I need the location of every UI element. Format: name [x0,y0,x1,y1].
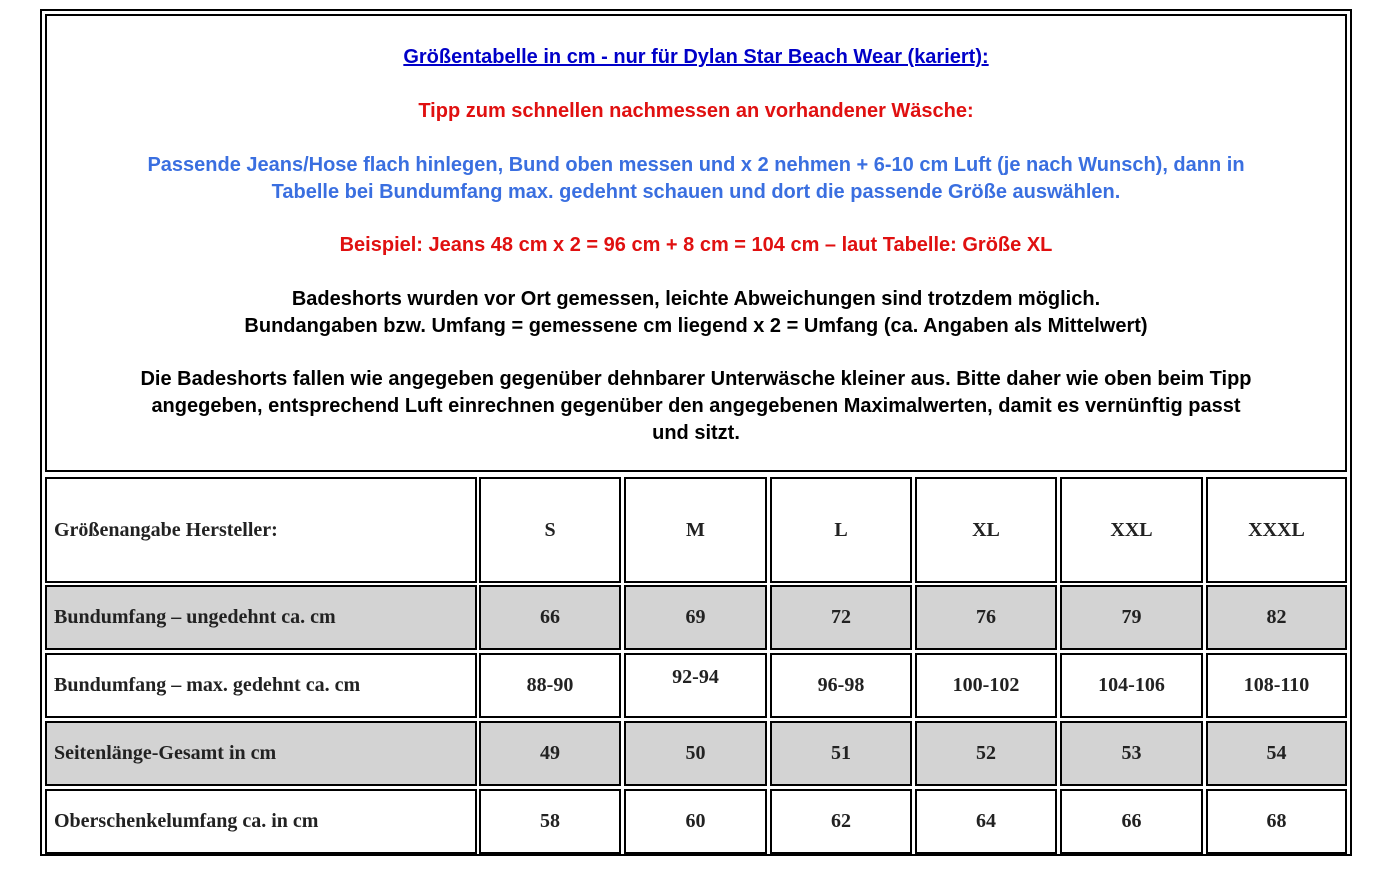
table-cell: 60 [624,789,767,854]
table-cell: 62 [770,789,912,854]
table-cell: 52 [915,721,1057,786]
table-cell: 82 [1206,585,1347,650]
instruction-line-2: Tabelle bei Bundumfang max. gedehnt schauen und dort die passende Größe auswählen. [271,181,1121,203]
size-table [45,477,1347,853]
row-label-thigh: Oberschenkelumfang ca. in cm [45,789,477,854]
table-cell: 58 [479,789,621,854]
measure-tip-heading: Tipp zum schnellen nachmessen an vorhandener Wäsche: [418,100,974,122]
size-header-cell: XL [915,477,1057,583]
measurement-note-line-1: Badeshorts wurden vor Ort gemessen, leichte Abweichungen sind trotzdem möglich. [291,288,1101,310]
chart-title: Größentabelle in cm - nur für Dylan Star Beach Wear (kariert): [403,46,989,68]
instruction-line-1: Passende Jeans/Hose flach hinlegen, Bund oben messen und x 2 nehmen + 6-10 cm Luft (je nach Wunsch), dann in [147,154,1245,176]
example-calculation: Beispiel: Jeans 48 cm x 2 = 96 cm + 8 cm = 104 cm – laut Tabelle: Größe XL [339,234,1053,256]
size-header-cell: L [770,477,912,583]
measurement-note-line-2: Bundangaben bzw. Umfang = gemessene cm liegend x 2 = Umfang (ca. Angaben als Mittelwert) [244,315,1148,337]
table-cell: 104-106 [1060,653,1203,718]
fit-note-line-2: angegeben, entsprechend Luft einrechnen gegenüber den angegebenen Maximalwerten, damit es vernünftig passt [151,395,1241,417]
table-cell: 68 [1206,789,1347,854]
table-cell: 72 [770,585,912,650]
row-label-header: Größenangabe Hersteller: [45,477,477,583]
table-cell: 53 [1060,721,1203,786]
fit-note [47,366,1345,447]
table-cell: 79 [1060,585,1203,650]
table-cell: 66 [1060,789,1203,854]
table-cell: 54 [1206,721,1347,786]
size-header-cell: XXXL [1206,477,1347,583]
table-cell: 50 [624,721,767,786]
table-cell: 108-110 [1206,653,1347,718]
table-cell: 66 [479,585,621,650]
row-label-waist-relaxed: Bundumfang – ungedehnt ca. cm [45,585,477,650]
size-header-cell: XXL [1060,477,1203,583]
row-label-waist-stretched: Bundumfang – max. gedehnt ca. cm [45,653,477,718]
measurement-note [47,286,1345,340]
fit-note-line-1: Die Badeshorts fallen wie angegeben gegenüber dehnbarer Unterwäsche kleiner aus. Bitte daher wie oben beim Tipp [140,368,1252,390]
table-cell: 69 [624,585,767,650]
fit-note-line-3: und sitzt. [652,422,740,444]
table-cell: 49 [479,721,621,786]
measure-instructions [47,152,1345,206]
table-cell: 76 [915,585,1057,650]
size-chart-frame [40,9,1352,856]
table-cell: 96-98 [770,653,912,718]
size-header-cell: S [479,477,621,583]
size-header-cell: M [624,477,767,583]
table-cell: 64 [915,789,1057,854]
table-cell: 92-94 [624,653,767,718]
table-cell: 51 [770,721,912,786]
table-cell: 88-90 [479,653,621,718]
row-label-side-length: Seitenlänge-Gesamt in cm [45,721,477,786]
table-cell: 100-102 [915,653,1057,718]
size-chart-info-box [45,14,1347,472]
